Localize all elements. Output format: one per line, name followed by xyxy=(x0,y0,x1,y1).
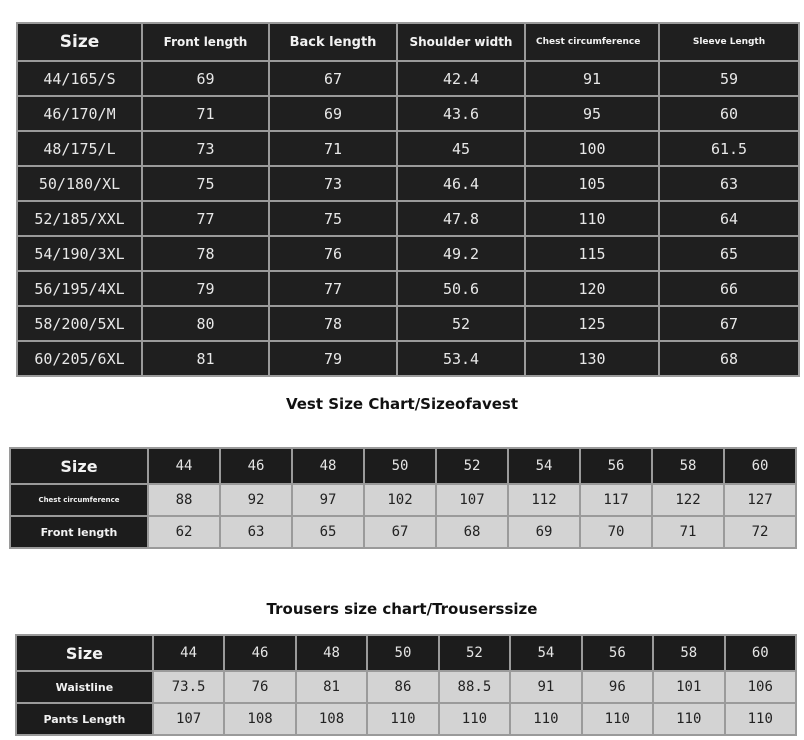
value-cell: 71 xyxy=(652,516,724,548)
table-row xyxy=(17,201,799,236)
value-cell: 88.5 xyxy=(439,671,510,703)
front-length-cell: 77 xyxy=(142,201,269,236)
size-header-cell: 54 xyxy=(510,635,581,671)
sleeve-cell: 60 xyxy=(659,96,799,131)
front-length-cell: 73 xyxy=(142,131,269,166)
front-length-cell: 79 xyxy=(142,271,269,306)
value-cell: 73.5 xyxy=(153,671,224,703)
size-header-cell: 44 xyxy=(153,635,224,671)
trousers-waistline-label: Waistline xyxy=(16,671,153,703)
back-length-cell: 76 xyxy=(269,236,397,271)
value-cell: 70 xyxy=(580,516,652,548)
shoulder-width-cell: 47.8 xyxy=(397,201,525,236)
vest-chest-label: Chest circumference xyxy=(10,484,148,516)
size-header-cell: 46 xyxy=(224,635,295,671)
jacket-header-front-length: Front length xyxy=(142,23,269,61)
value-cell: 88 xyxy=(148,484,220,516)
value-cell: 110 xyxy=(725,703,797,735)
value-cell: 91 xyxy=(510,671,581,703)
shoulder-width-cell: 50.6 xyxy=(397,271,525,306)
size-header-cell: 60 xyxy=(724,448,796,484)
size-header-cell: 60 xyxy=(725,635,797,671)
size-header-cell: 58 xyxy=(652,448,724,484)
value-cell: 81 xyxy=(296,671,367,703)
table-row xyxy=(17,341,799,376)
shoulder-width-cell: 43.6 xyxy=(397,96,525,131)
vest-front-length-label: Front length xyxy=(10,516,148,548)
value-cell: 110 xyxy=(582,703,653,735)
value-cell: 108 xyxy=(296,703,367,735)
table-row xyxy=(16,671,796,703)
value-cell: 63 xyxy=(220,516,292,548)
value-cell: 112 xyxy=(508,484,580,516)
size-header-cell: 52 xyxy=(436,448,508,484)
vest-chart-title: Vest Size Chart/Sizeofavest xyxy=(285,395,519,413)
value-cell: 110 xyxy=(510,703,581,735)
chest-cell: 100 xyxy=(525,131,659,166)
chest-cell: 95 xyxy=(525,96,659,131)
shoulder-width-cell: 45 xyxy=(397,131,525,166)
value-cell: 96 xyxy=(582,671,653,703)
chest-cell: 105 xyxy=(525,166,659,201)
size-header-cell: 54 xyxy=(508,448,580,484)
value-cell: 110 xyxy=(439,703,510,735)
sleeve-cell: 63 xyxy=(659,166,799,201)
vest-header-row xyxy=(10,448,796,484)
trousers-size-table xyxy=(15,634,797,736)
front-length-cell: 78 xyxy=(142,236,269,271)
table-row xyxy=(17,271,799,306)
size-cell: 56/195/4XL xyxy=(17,271,142,306)
value-cell: 110 xyxy=(367,703,438,735)
table-row xyxy=(17,236,799,271)
size-header-cell: 56 xyxy=(580,448,652,484)
chest-cell: 120 xyxy=(525,271,659,306)
table-row xyxy=(17,61,799,96)
jacket-header-back-length: Back length xyxy=(269,23,397,61)
value-cell: 107 xyxy=(436,484,508,516)
value-cell: 92 xyxy=(220,484,292,516)
value-cell: 102 xyxy=(364,484,436,516)
back-length-cell: 67 xyxy=(269,61,397,96)
front-length-cell: 80 xyxy=(142,306,269,341)
size-header-cell: 50 xyxy=(364,448,436,484)
back-length-cell: 73 xyxy=(269,166,397,201)
sleeve-cell: 67 xyxy=(659,306,799,341)
jacket-header-row xyxy=(17,23,799,61)
table-row xyxy=(17,166,799,201)
value-cell: 72 xyxy=(724,516,796,548)
table-row xyxy=(17,131,799,166)
table-row xyxy=(17,306,799,341)
chest-cell: 91 xyxy=(525,61,659,96)
back-length-cell: 78 xyxy=(269,306,397,341)
size-cell: 58/200/5XL xyxy=(17,306,142,341)
chest-cell: 125 xyxy=(525,306,659,341)
size-header-cell: 56 xyxy=(582,635,653,671)
chest-cell: 115 xyxy=(525,236,659,271)
size-cell: 54/190/3XL xyxy=(17,236,142,271)
trousers-chart-title: Trousers size chart/Trouserssize xyxy=(266,600,538,618)
table-row xyxy=(10,516,796,548)
vest-size-table xyxy=(9,447,797,549)
value-cell: 97 xyxy=(292,484,364,516)
value-cell: 127 xyxy=(724,484,796,516)
jacket-size-table xyxy=(16,22,800,377)
shoulder-width-cell: 49.2 xyxy=(397,236,525,271)
value-cell: 108 xyxy=(224,703,295,735)
value-cell: 86 xyxy=(367,671,438,703)
jacket-header-sleeve: Sleeve Length xyxy=(659,23,799,61)
back-length-cell: 69 xyxy=(269,96,397,131)
size-cell: 60/205/6XL xyxy=(17,341,142,376)
front-length-cell: 69 xyxy=(142,61,269,96)
shoulder-width-cell: 42.4 xyxy=(397,61,525,96)
value-cell: 101 xyxy=(653,671,724,703)
jacket-header-chest: Chest circumference xyxy=(525,23,659,61)
vest-size-label: Size xyxy=(10,448,148,484)
table-row xyxy=(17,96,799,131)
size-cell: 44/165/S xyxy=(17,61,142,96)
size-cell: 46/170/M xyxy=(17,96,142,131)
size-cell: 50/180/XL xyxy=(17,166,142,201)
chest-cell: 130 xyxy=(525,341,659,376)
sleeve-cell: 64 xyxy=(659,201,799,236)
value-cell: 117 xyxy=(580,484,652,516)
back-length-cell: 71 xyxy=(269,131,397,166)
value-cell: 62 xyxy=(148,516,220,548)
size-cell: 52/185/XXL xyxy=(17,201,142,236)
front-length-cell: 81 xyxy=(142,341,269,376)
size-header-cell: 46 xyxy=(220,448,292,484)
front-length-cell: 71 xyxy=(142,96,269,131)
shoulder-width-cell: 46.4 xyxy=(397,166,525,201)
value-cell: 69 xyxy=(508,516,580,548)
back-length-cell: 79 xyxy=(269,341,397,376)
value-cell: 68 xyxy=(436,516,508,548)
table-row xyxy=(10,484,796,516)
sleeve-cell: 68 xyxy=(659,341,799,376)
shoulder-width-cell: 53.4 xyxy=(397,341,525,376)
back-length-cell: 75 xyxy=(269,201,397,236)
trousers-header-row xyxy=(16,635,796,671)
value-cell: 110 xyxy=(653,703,724,735)
sleeve-cell: 59 xyxy=(659,61,799,96)
value-cell: 106 xyxy=(725,671,797,703)
jacket-header-size: Size xyxy=(17,23,142,61)
value-cell: 107 xyxy=(153,703,224,735)
jacket-header-shoulder-width: Shoulder width xyxy=(397,23,525,61)
size-header-cell: 50 xyxy=(367,635,438,671)
trousers-pants-length-label: Pants Length xyxy=(16,703,153,735)
size-header-cell: 58 xyxy=(653,635,724,671)
table-row xyxy=(16,703,796,735)
size-cell: 48/175/L xyxy=(17,131,142,166)
size-header-cell: 48 xyxy=(292,448,364,484)
value-cell: 65 xyxy=(292,516,364,548)
value-cell: 67 xyxy=(364,516,436,548)
back-length-cell: 77 xyxy=(269,271,397,306)
sleeve-cell: 61.5 xyxy=(659,131,799,166)
trousers-size-label: Size xyxy=(16,635,153,671)
size-header-cell: 52 xyxy=(439,635,510,671)
sleeve-cell: 66 xyxy=(659,271,799,306)
sleeve-cell: 65 xyxy=(659,236,799,271)
value-cell: 122 xyxy=(652,484,724,516)
front-length-cell: 75 xyxy=(142,166,269,201)
value-cell: 76 xyxy=(224,671,295,703)
chest-cell: 110 xyxy=(525,201,659,236)
shoulder-width-cell: 52 xyxy=(397,306,525,341)
size-header-cell: 44 xyxy=(148,448,220,484)
size-header-cell: 48 xyxy=(296,635,367,671)
